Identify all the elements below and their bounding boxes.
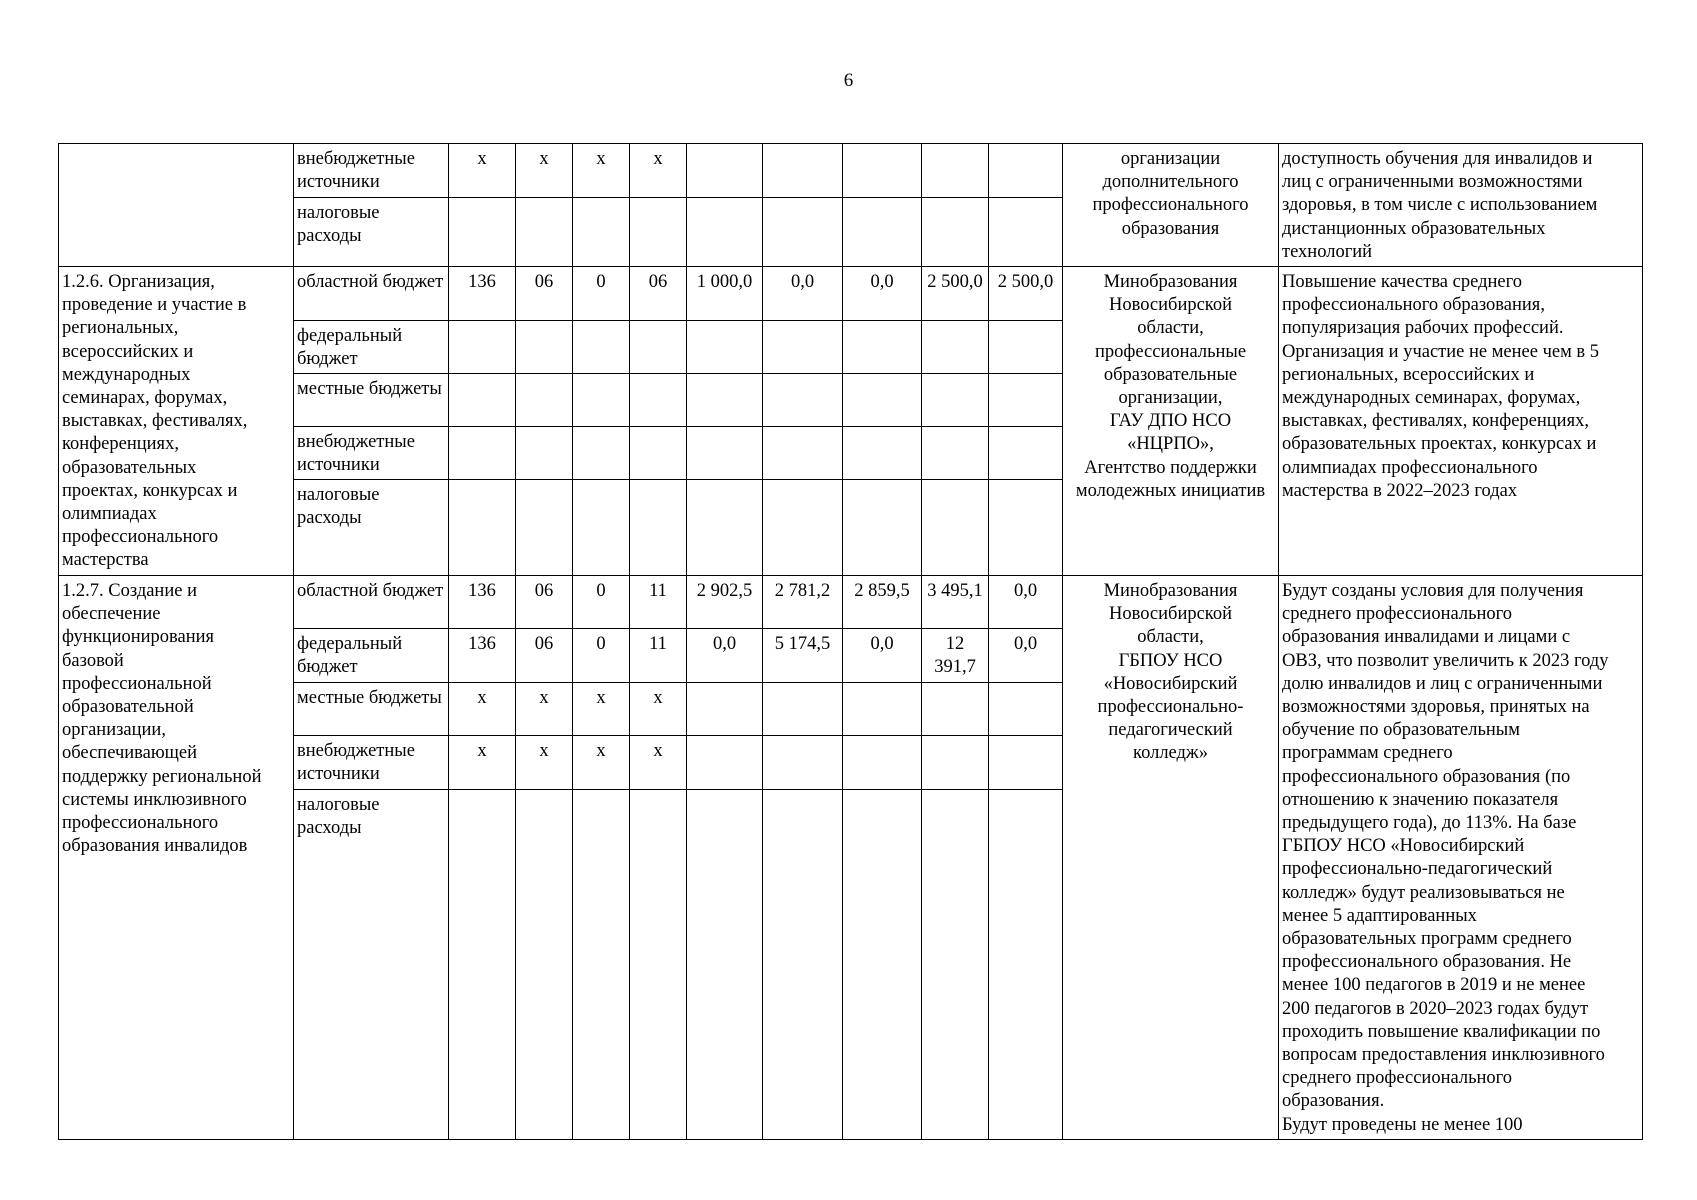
code-cell: 11	[630, 629, 687, 683]
amount-cell: 2 902,5	[687, 576, 763, 629]
page-number: 6	[843, 70, 854, 91]
code-cell: х	[516, 736, 573, 790]
code-cell	[449, 321, 516, 374]
code-cell	[516, 790, 573, 1140]
code-cell: х	[516, 144, 573, 198]
source-cell: местные бюджеты	[294, 683, 449, 736]
executor-cell: Минобразования Новосибирской области, ГБПОУ НСО «Новосибирский профессионально- педагогический колледж»	[1063, 576, 1279, 1140]
amount-cell: 0,0	[763, 267, 843, 321]
amount-cell: 1 000,0	[687, 267, 763, 321]
source-cell: налоговые расходы	[294, 480, 449, 576]
amount-cell	[763, 144, 843, 198]
code-cell	[516, 374, 573, 427]
code-cell: х	[449, 736, 516, 790]
code-cell: х	[573, 736, 630, 790]
source-cell: налоговые расходы	[294, 198, 449, 267]
code-cell	[573, 198, 630, 267]
amount-cell	[843, 427, 922, 480]
source-cell: внебюджетные источники	[294, 736, 449, 790]
code-cell	[516, 480, 573, 576]
amount-cell	[763, 374, 843, 427]
amount-cell	[922, 427, 989, 480]
code-cell	[630, 790, 687, 1140]
amount-cell	[922, 790, 989, 1140]
amount-cell: 2 859,5	[843, 576, 922, 629]
code-cell	[516, 198, 573, 267]
code-cell: 0	[573, 267, 630, 321]
code-cell: х	[630, 683, 687, 736]
code-cell: х	[449, 144, 516, 198]
amount-cell	[763, 683, 843, 736]
code-cell	[573, 427, 630, 480]
amount-cell	[687, 683, 763, 736]
amount-cell	[989, 144, 1063, 198]
amount-cell	[843, 683, 922, 736]
activity-name-cell: 1.2.7. Создание и обеспечение функционирования базовой профессиональной образовательной организации, обеспечивающей поддержку региональной системы инклюзивного профессионального образования инвалидов	[59, 576, 294, 1140]
activity-name-cell: 1.2.6. Организация, проведение и участие в региональных, всероссийских и международных семинарах, форумах, выставках, фестивалях, конференциях, образовательных проектах, конкурсах и олимпиадах профессионального мастерства	[59, 267, 294, 576]
code-cell: 06	[516, 267, 573, 321]
amount-cell	[843, 198, 922, 267]
code-cell	[630, 198, 687, 267]
code-cell: х	[516, 683, 573, 736]
table-row	[59, 144, 1643, 198]
code-cell	[630, 480, 687, 576]
code-cell: х	[449, 683, 516, 736]
source-cell: областной бюджет	[294, 576, 449, 629]
amount-cell	[989, 790, 1063, 1140]
code-cell: х	[630, 144, 687, 198]
code-cell	[573, 321, 630, 374]
code-cell	[449, 427, 516, 480]
table-row	[59, 576, 1643, 629]
amount-cell	[687, 198, 763, 267]
code-cell: 06	[516, 576, 573, 629]
amount-cell: 0,0	[687, 629, 763, 683]
source-cell: внебюджетные источники	[294, 144, 449, 198]
amount-cell: 2 500,0	[989, 267, 1063, 321]
code-cell: 06	[516, 629, 573, 683]
result-cell: доступность обучения для инвалидов и лиц с ограниченными возможностями здоровья, в том числе с использованием дистанционных образовательных технологий	[1279, 144, 1643, 267]
code-cell: х	[573, 683, 630, 736]
amount-cell	[763, 480, 843, 576]
amount-cell	[763, 198, 843, 267]
amount-cell	[687, 321, 763, 374]
amount-cell	[989, 480, 1063, 576]
amount-cell	[922, 683, 989, 736]
code-cell: 06	[630, 267, 687, 321]
code-cell	[573, 790, 630, 1140]
code-cell	[630, 321, 687, 374]
amount-cell	[763, 427, 843, 480]
code-cell: х	[573, 144, 630, 198]
amount-cell	[687, 144, 763, 198]
code-cell	[449, 480, 516, 576]
code-cell: х	[630, 736, 687, 790]
result-cell: Будут созданы условия для получения среднего профессионального образования инвалидами и лицами с ОВЗ, что позволит увеличить к 2023 году долю инвалидов и лиц с ограниченными возможностями здоровья, принятых на обучение по образовательным программам среднего профессионального образования (по отношению к значению показателя предыдущего года), до 113%. На базе ГБПОУ НСО «Новосибирский профессионально-педагогический колледж» будут реализовываться не менее 5 адаптированных образовательных программ среднего профессионального образования. Не менее 100 педагогов в 2019 и не менее 200 педагогов в 2020–2023 годах будут проходить повышение квалификации по вопросам предоставления инклюзивного среднего профессионального образования. Будут проведены не менее 100	[1279, 576, 1643, 1140]
amount-cell	[843, 790, 922, 1140]
code-cell	[630, 427, 687, 480]
amount-cell: 0,0	[843, 629, 922, 683]
code-cell: 11	[630, 576, 687, 629]
code-cell	[516, 427, 573, 480]
amount-cell: 0,0	[989, 629, 1063, 683]
amount-cell: 0,0	[843, 267, 922, 321]
executor-cell: организации дополнительного профессионального образования	[1063, 144, 1279, 267]
source-cell: федеральный бюджет	[294, 629, 449, 683]
code-cell: 136	[449, 629, 516, 683]
code-cell	[516, 321, 573, 374]
amount-cell	[922, 321, 989, 374]
amount-cell	[843, 480, 922, 576]
amount-cell	[763, 790, 843, 1140]
amount-cell	[922, 198, 989, 267]
amount-cell	[843, 144, 922, 198]
code-cell	[573, 480, 630, 576]
amount-cell	[687, 736, 763, 790]
amount-cell	[989, 683, 1063, 736]
amount-cell	[843, 374, 922, 427]
code-cell: 136	[449, 576, 516, 629]
source-cell: внебюджетные источники	[294, 427, 449, 480]
code-cell	[630, 374, 687, 427]
result-cell: Повышение качества среднего профессионального образования, популяризация рабочих профессий. Организация и участие не менее чем в 5 региональных, всероссийских и международных семинарах, форумах, выставках, фестивалях, конференциях, образовательных проектах, конкурсах и олимпиадах профессионального мастерства в 2022–2023 годах	[1279, 267, 1643, 576]
source-cell: местные бюджеты	[294, 374, 449, 427]
source-cell: федеральный бюджет	[294, 321, 449, 374]
code-cell: 0	[573, 629, 630, 683]
activity-name-cell	[59, 144, 294, 267]
amount-cell	[843, 321, 922, 374]
amount-cell	[922, 480, 989, 576]
amount-cell	[763, 321, 843, 374]
amount-cell	[687, 427, 763, 480]
amount-cell	[843, 736, 922, 790]
code-cell	[449, 374, 516, 427]
amount-cell	[687, 790, 763, 1140]
amount-cell: 0,0	[989, 576, 1063, 629]
code-cell: 0	[573, 576, 630, 629]
amount-cell: 5 174,5	[763, 629, 843, 683]
amount-cell: 2 500,0	[922, 267, 989, 321]
amount-cell	[687, 480, 763, 576]
amount-cell	[989, 321, 1063, 374]
amount-cell	[989, 198, 1063, 267]
code-cell	[449, 790, 516, 1140]
amount-cell	[687, 374, 763, 427]
code-cell	[449, 198, 516, 267]
code-cell	[573, 374, 630, 427]
code-cell: 136	[449, 267, 516, 321]
amount-cell: 3 495,1	[922, 576, 989, 629]
program-activities-table	[58, 143, 1643, 1140]
source-cell: налоговые расходы	[294, 790, 449, 1140]
table-row	[59, 267, 1643, 321]
amount-cell: 12 391,7	[922, 629, 989, 683]
source-cell: областной бюджет	[294, 267, 449, 321]
amount-cell	[922, 374, 989, 427]
amount-cell	[922, 144, 989, 198]
amount-cell	[989, 374, 1063, 427]
amount-cell: 2 781,2	[763, 576, 843, 629]
amount-cell	[922, 736, 989, 790]
amount-cell	[763, 736, 843, 790]
amount-cell	[989, 736, 1063, 790]
executor-cell: Минобразования Новосибирской области, профессиональные образовательные организации, ГАУ ДПО НСО «НЦРПО», Агентство поддержки молодежных инициатив	[1063, 267, 1279, 576]
amount-cell	[989, 427, 1063, 480]
